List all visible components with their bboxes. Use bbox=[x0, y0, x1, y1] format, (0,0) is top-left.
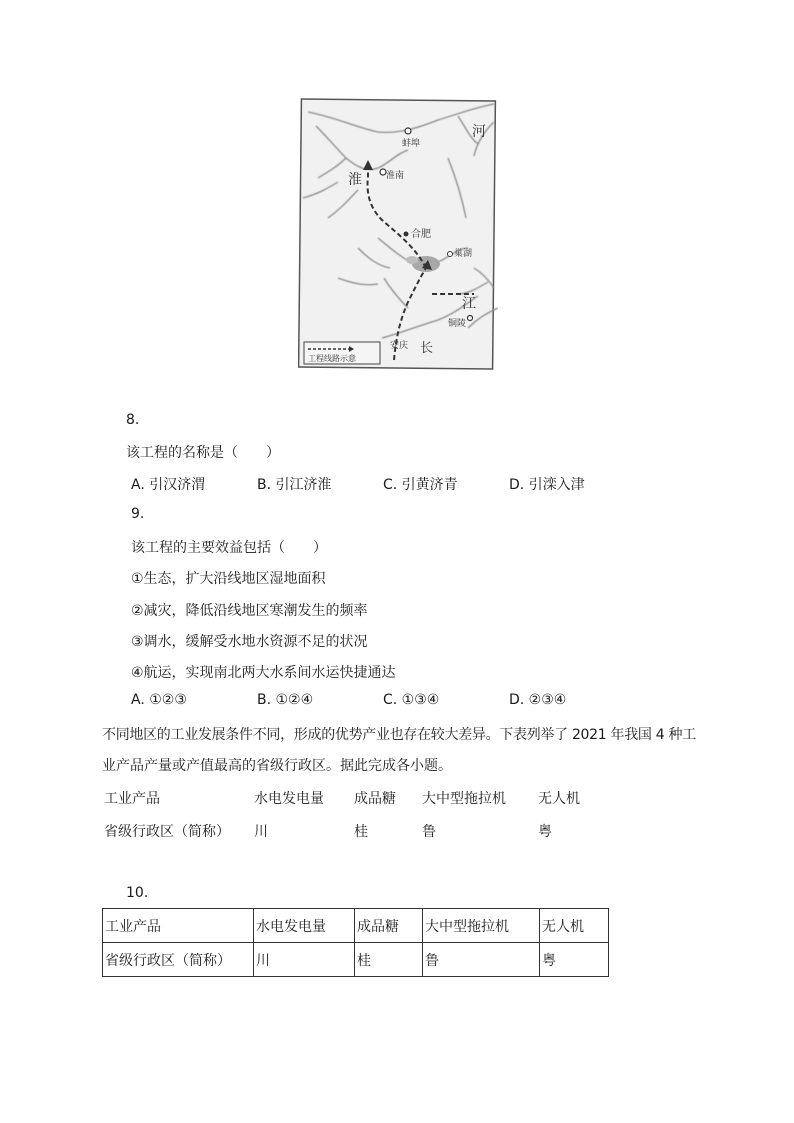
table-header-cell: 工业产品 bbox=[103, 909, 254, 943]
q9-option-c[interactable]: C. ①③④ bbox=[383, 692, 440, 708]
q9-number: 9. bbox=[131, 506, 145, 522]
q8-number: 8. bbox=[126, 412, 140, 428]
table-header-cell: 大中型拖拉机 bbox=[423, 909, 540, 943]
intro-line-1: 不同地区的工业发展条件不同，形成的优势产业也存在较大差异。下表列举了 2021 年我国 4 种工 bbox=[102, 727, 696, 743]
q9-stem: 该工程的主要效益包括（ ） bbox=[131, 540, 327, 556]
table-cell: 桂 bbox=[355, 943, 423, 977]
plain-table-header-2: 成品糖 bbox=[354, 791, 396, 807]
q8-option-d[interactable]: D. 引滦入津 bbox=[509, 477, 585, 493]
map-legend bbox=[304, 342, 380, 364]
plain-table-cell-3: 鲁 bbox=[422, 824, 436, 840]
plain-table-header-1: 水电发电量 bbox=[254, 791, 324, 807]
q9-statement-3: ③调水，缓解受水地水资源不足的状况 bbox=[131, 634, 368, 650]
table-cell: 川 bbox=[254, 943, 355, 977]
intro-line-2: 业产品产量或产值最高的省级行政区。据此完成各小题。 bbox=[102, 758, 452, 774]
table-cell: 粤 bbox=[540, 943, 609, 977]
plain-table-header-0: 工业产品 bbox=[104, 791, 160, 807]
q8-stem: 该工程的名称是（ ） bbox=[126, 445, 280, 461]
plain-table-header-4: 无人机 bbox=[538, 791, 580, 807]
q9-option-b[interactable]: B. ①②④ bbox=[257, 692, 314, 708]
project-route-map bbox=[298, 98, 498, 370]
map-label-chang: 长 bbox=[420, 341, 434, 356]
q9-statement-2: ②减灾，降低沿线地区寒潮发生的频率 bbox=[131, 603, 368, 619]
q8-option-c[interactable]: C. 引黄济青 bbox=[383, 477, 458, 493]
plain-table-header-3: 大中型拖拉机 bbox=[422, 791, 506, 807]
table-row bbox=[103, 943, 609, 977]
q9-statement-1: ①生态，扩大沿线地区湿地面积 bbox=[131, 571, 326, 587]
plain-table-cell-1: 川 bbox=[254, 824, 268, 840]
table-header-cell: 水电发电量 bbox=[254, 909, 355, 943]
table-cell: 省级行政区（简称） bbox=[103, 943, 254, 977]
plain-table-cell-2: 桂 bbox=[354, 824, 368, 840]
map-label-huainan: 淮南 bbox=[386, 171, 405, 181]
q8-option-b[interactable]: B. 引江济淮 bbox=[257, 477, 332, 493]
map-label-huai: 淮 bbox=[348, 172, 362, 188]
map-label-hefei: 合肥 bbox=[411, 229, 431, 240]
q9-option-d[interactable]: D. ②③④ bbox=[509, 692, 567, 708]
q9-option-a[interactable]: A. ①②③ bbox=[131, 692, 187, 708]
map-label-tongling: 铜陵 bbox=[448, 319, 467, 329]
q8-option-a[interactable]: A. 引汉济渭 bbox=[131, 477, 206, 493]
map-label-jiang: 江 bbox=[462, 296, 476, 312]
map-label-chaohu: 巢湖 bbox=[454, 249, 473, 259]
plain-table-cell-4: 粤 bbox=[538, 824, 552, 840]
map-label-he: 河 bbox=[472, 124, 486, 140]
table-row bbox=[103, 909, 609, 943]
q10-table bbox=[102, 908, 609, 977]
table-header-cell: 成品糖 bbox=[355, 909, 423, 943]
map-label-bengbu: 蚌埠 bbox=[402, 139, 421, 149]
q10-number: 10. bbox=[126, 885, 149, 901]
plain-table-cell-0: 省级行政区（简称） bbox=[104, 824, 230, 840]
table-header-cell: 无人机 bbox=[540, 909, 609, 943]
q9-statement-4: ④航运，实现南北两大水系间水运快捷通达 bbox=[131, 665, 396, 681]
map-legend-label: 工程线路示意 bbox=[308, 354, 356, 363]
table-cell: 鲁 bbox=[423, 943, 540, 977]
map-label-anqing: 安庆 bbox=[390, 341, 409, 351]
